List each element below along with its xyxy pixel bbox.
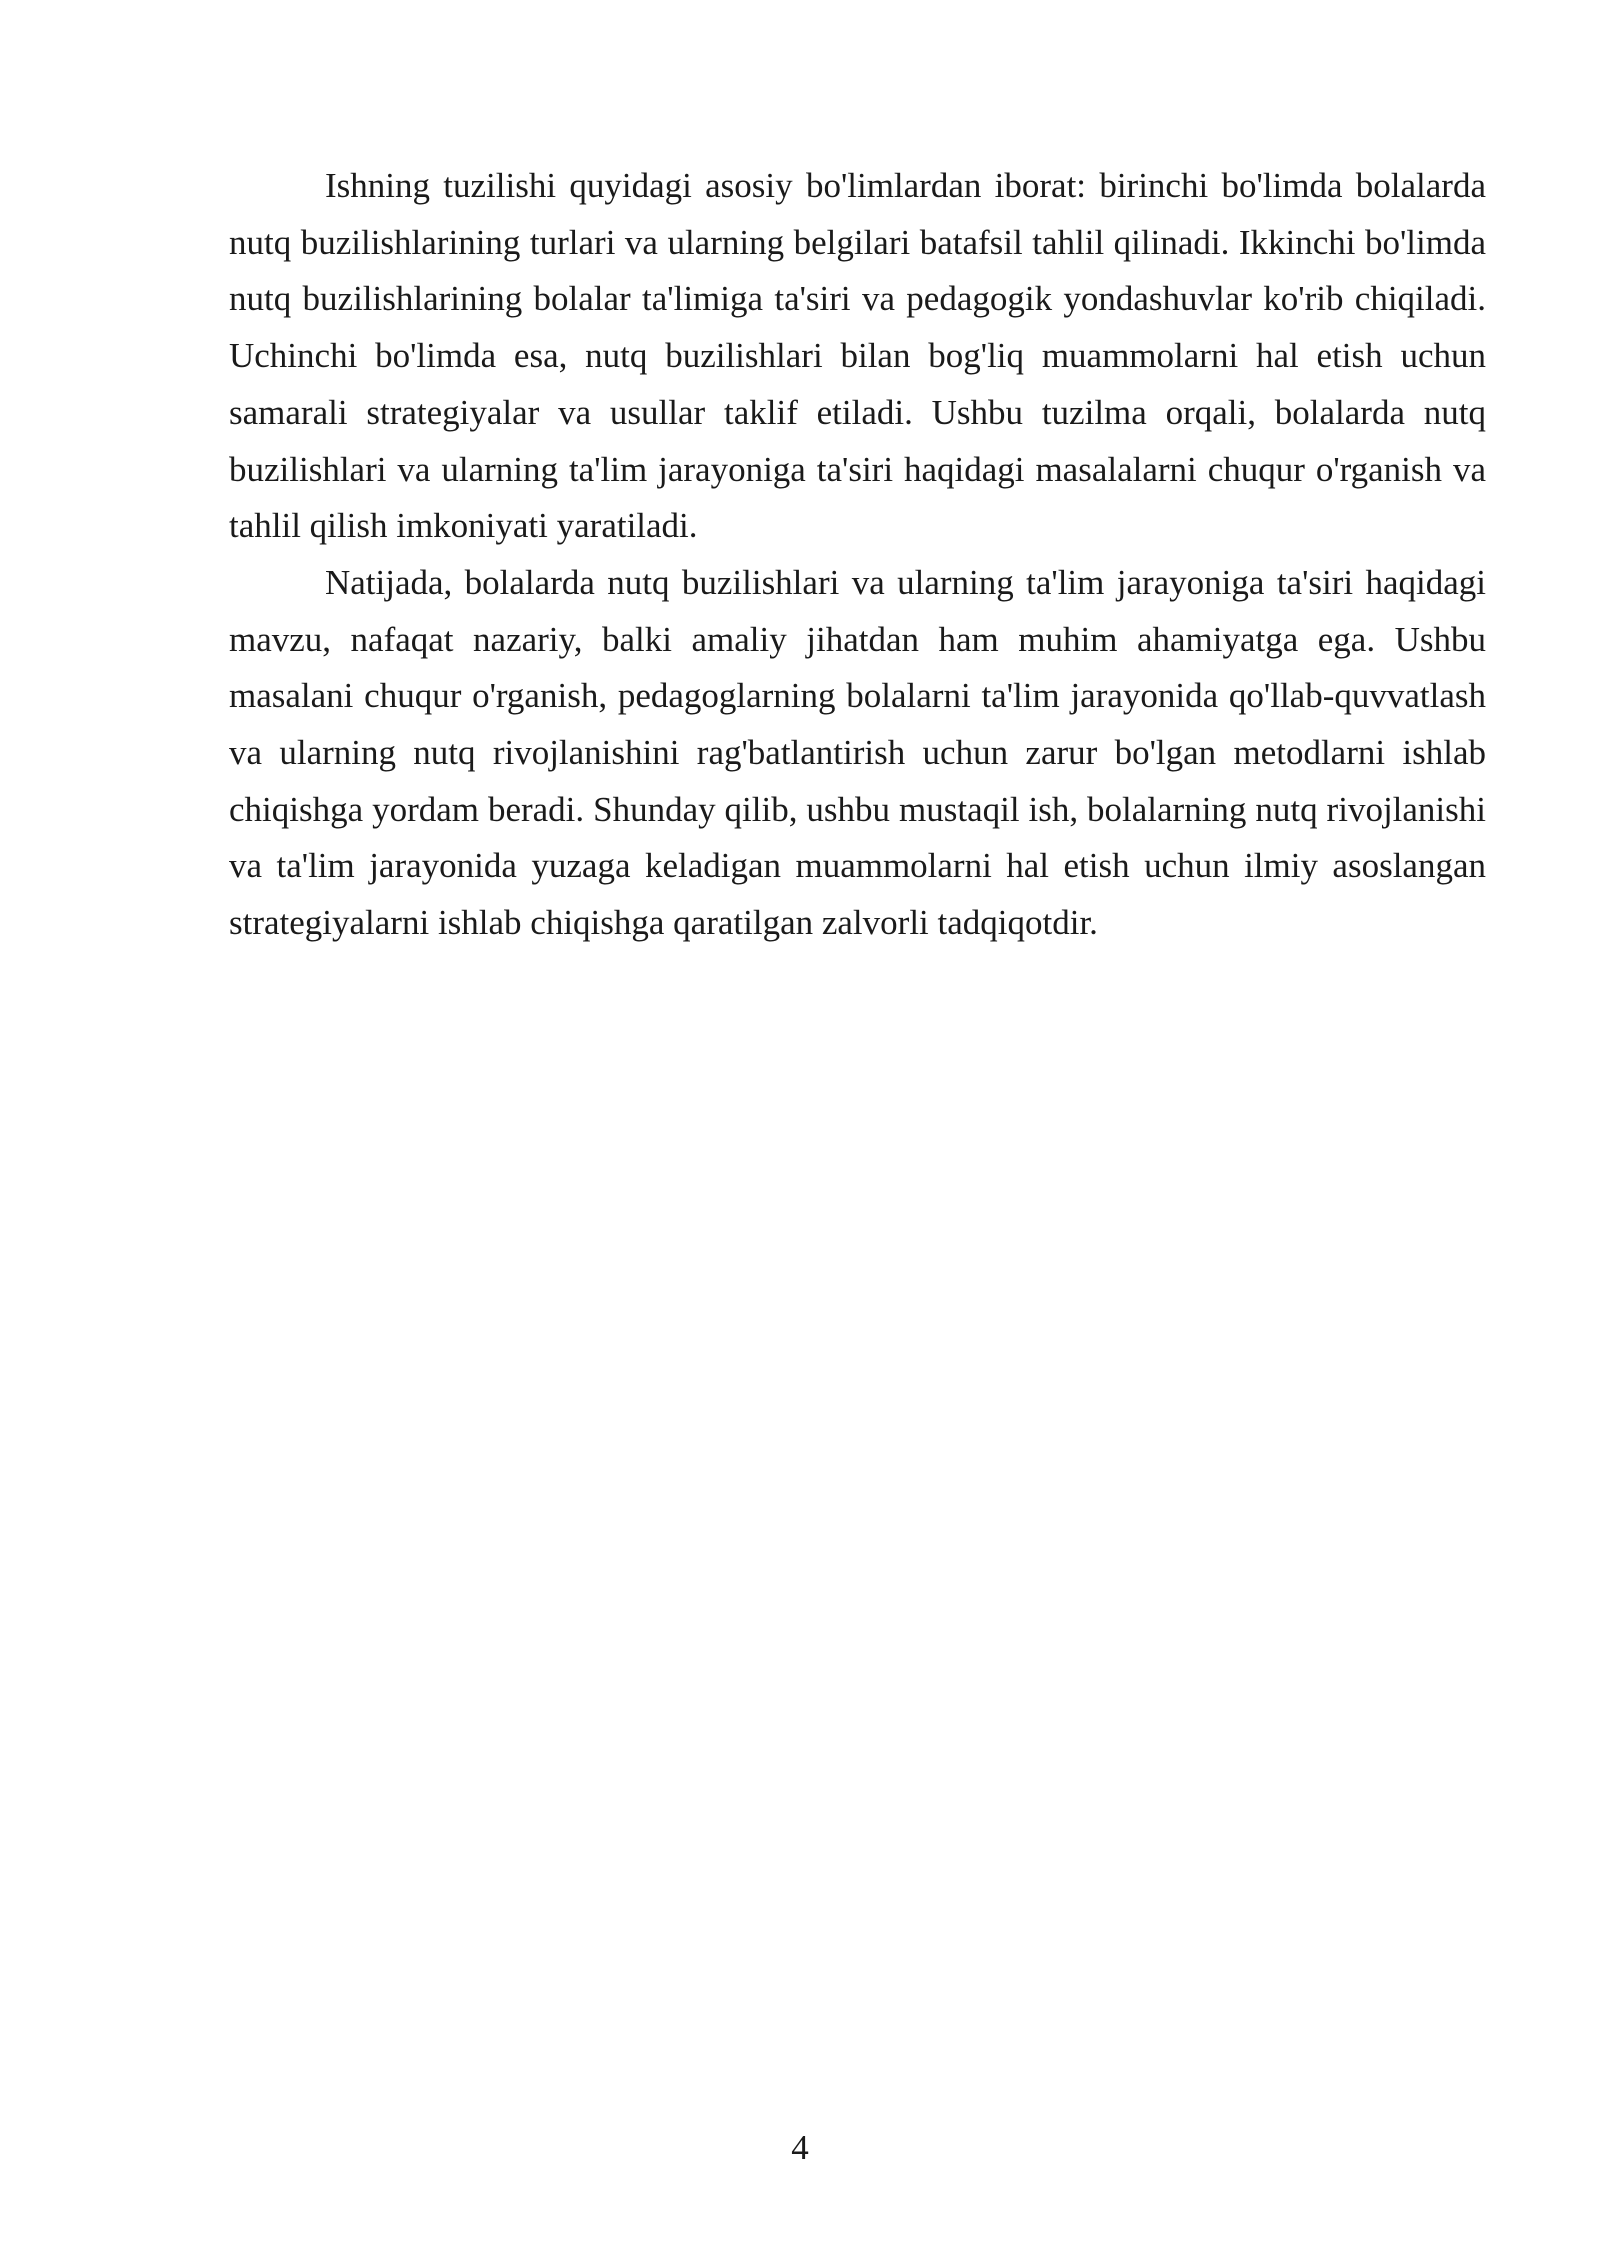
paragraph-conclusion: Natijada, bolalarda nutq buzilishlari va ularning ta'lim jarayoniga ta'siri haqidagi mavzu, nafaqat nazariy, balki amaliy jihatdan ham muhim ahamiyatga ega. Ushbu masalani chuqur o'rganish, pedagoglarning bolalarni ta'lim jarayonida qo'llab-quvvatlash va ularning nutq rivojlanishini rag'batlantirish uchun zarur bo'lgan metodlarni ishlab chiqishga yordam beradi. Shunday qilib, ushbu mustaqil ish, bolalarning nutq rivojlanishi va ta'lim jarayonida yuzaga keladigan muammolarni hal etish uchun ilmiy asoslangan strategiyalarni ishlab chiqishga qaratilgan zalvorli tadqiqotdir.	[229, 562, 1486, 943]
page-number: 4	[791, 2128, 809, 2167]
paragraph-structure: Ishning tuzilishi quyidagi asosiy bo'limlardan iborat: birinchi bo'limda bolalarda nutq buzilishlarining turlari va ularning belgilari batafsil tahlil qilinadi. Ikkinchi bo'limda nutq buzilishlarining bolalar ta'limiga ta'siri va pedagogik yondashuvlar ko'rib chiqiladi. Uchinchi bo'limda esa, nutq buzilishlari bilan bog'liq muammolarni hal etish uchun samarali strategiyalar va usullar taklif etiladi. Ushbu tuzilma orqali, bolalarda nutq buzilishlari va ularning ta'lim jarayoniga ta'siri haqidagi masalalarni chuqur o'rganish va tahlil qilish imkoniyati yaratiladi.	[229, 166, 1486, 546]
body-text	[229, 158, 1486, 952]
